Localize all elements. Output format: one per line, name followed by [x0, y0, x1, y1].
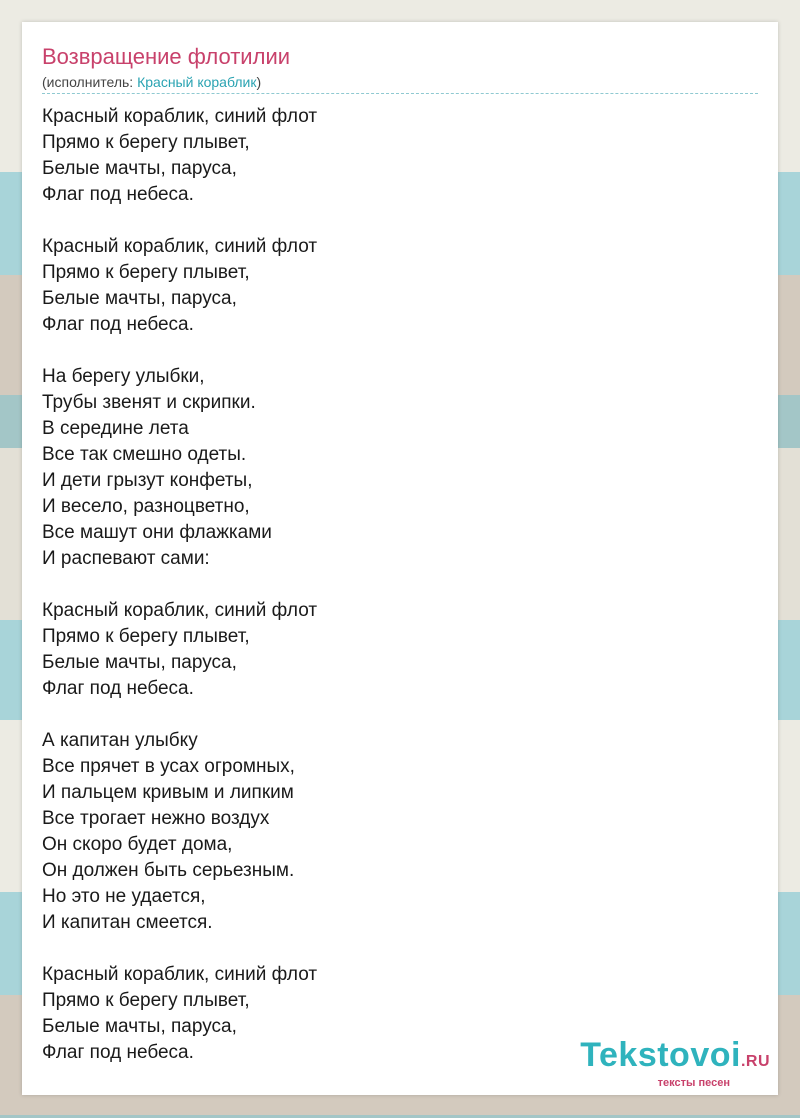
lyric-line: Трубы звенят и скрипки. [42, 392, 256, 413]
lyric-line: В середине лета [42, 418, 189, 439]
lyric-line: Белые мачты, паруса, [42, 158, 237, 179]
lyric-line: Все прячет в усах огромных, [42, 756, 295, 777]
performer-link[interactable]: Красный кораблик [137, 74, 257, 90]
lyric-line: Белые мачты, паруса, [42, 652, 237, 673]
lyric-line: И распевают сами: [42, 548, 210, 569]
stanza-gap [42, 338, 317, 364]
lyric-line: Флаг под небеса. [42, 314, 194, 335]
lyric-line: Прямо к берегу плывет, [42, 626, 250, 647]
stanza-gap [42, 208, 317, 234]
lyric-line: А капитан улыбку [42, 730, 198, 751]
stanza [42, 598, 317, 702]
stanza-gap [42, 572, 317, 598]
lyric-line: Белые мачты, паруса, [42, 1016, 237, 1037]
logo-name: Tekstovoi [580, 1036, 741, 1074]
lyric-line: На берегу улыбки, [42, 366, 205, 387]
lyric-line: Прямо к берегу плывет, [42, 990, 250, 1011]
song-title: Возвращение флотилии [42, 44, 291, 69]
lyric-line: Все так смешно одеты. [42, 444, 247, 465]
stanza [42, 364, 317, 572]
lyric-line: Красный кораблик, синий флот [42, 106, 318, 127]
lyric-line: И весело, разноцветно, [42, 496, 250, 517]
stanza-gap [42, 936, 317, 962]
lyric-line: Флаг под небеса. [42, 184, 194, 205]
stanza [42, 728, 317, 936]
stanza [42, 104, 317, 208]
lyric-line: И пальцем кривым и липким [42, 782, 294, 803]
stanza [42, 234, 317, 338]
lyrics-body [42, 104, 317, 1066]
lyric-line: Красный кораблик, синий флот [42, 236, 318, 257]
performer-suffix: ) [256, 74, 262, 90]
lyric-line: Все трогает нежно воздух [42, 808, 270, 829]
lyric-line: Прямо к берегу плывет, [42, 262, 250, 283]
stanza [42, 962, 317, 1066]
lyric-line: Красный кораблик, синий флот [42, 964, 318, 985]
lyric-line: И капитан смеется. [42, 912, 213, 933]
lyric-line: Красный кораблик, синий флот [42, 600, 318, 621]
lyric-line: Флаг под небеса. [42, 678, 194, 699]
lyric-line: Все машут они флажками [42, 522, 272, 543]
lyric-line: Флаг под небеса. [42, 1042, 194, 1063]
logo-subtitle: тексты песен [657, 1077, 730, 1089]
stanza-gap [42, 702, 317, 728]
lyric-line: Белые мачты, паруса, [42, 288, 237, 309]
logo-wordmark [580, 1038, 770, 1079]
performer-prefix: (исполнитель: [42, 74, 138, 90]
title-divider [42, 93, 758, 94]
site-logo[interactable] [580, 1038, 770, 1089]
lyrics-sheet [22, 22, 778, 1095]
lyric-line: И дети грызут конфеты, [42, 470, 253, 491]
lyric-line: Он должен быть серьезным. [42, 860, 295, 881]
logo-tld: .RU [740, 1053, 770, 1070]
performer-line [42, 74, 261, 90]
lyric-line: Но это не удается, [42, 886, 206, 907]
lyric-line: Он скоро будет дома, [42, 834, 233, 855]
lyric-line: Прямо к берегу плывет, [42, 132, 250, 153]
